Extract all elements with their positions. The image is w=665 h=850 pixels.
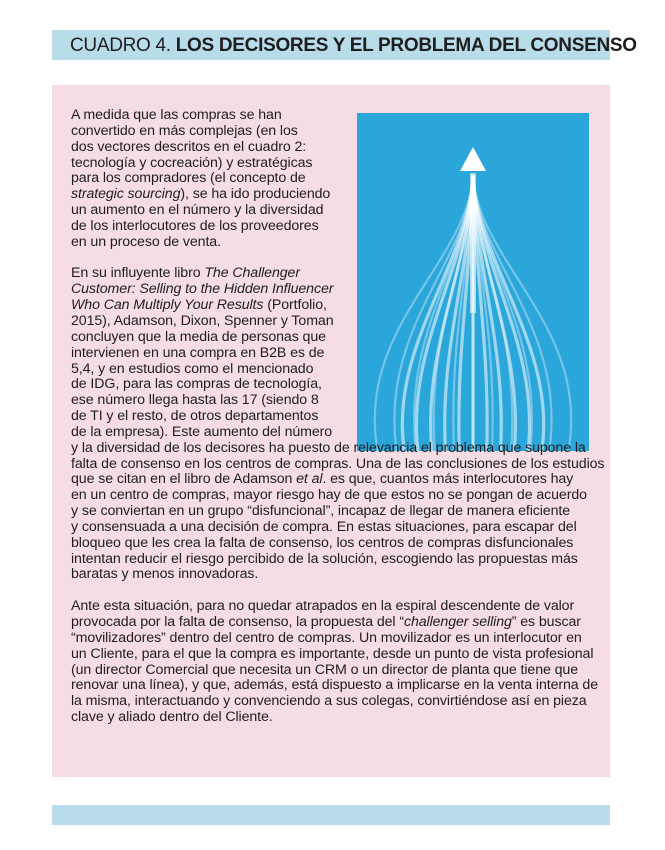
text-line: A medida que las compras se han bbox=[71, 107, 282, 123]
text-line: intervienen en una compra en B2B es de bbox=[71, 344, 325, 361]
paragraph-2 bbox=[71, 265, 605, 583]
text-line: dos vectores descritos en el cuadro 2: bbox=[71, 138, 307, 155]
paragraph-3 bbox=[71, 598, 599, 726]
text-line: bloqueo que les crea la falta de consenso, los centros de compras disfuncionales bbox=[71, 534, 574, 551]
text-line: Who Can Multiply Your Results (Portfolio, bbox=[71, 297, 327, 314]
text-line: intentan reducir el riesgo percibido de la solución, escogiendo las propuestas más bbox=[71, 550, 578, 567]
body-text bbox=[71, 107, 605, 726]
text-line: clave y aliado dentro del Cliente. bbox=[71, 709, 273, 726]
text-line: en un proceso de venta. bbox=[71, 233, 221, 250]
text-line: Ante esta situación, para no quedar atrapados en la espiral descendente de valor bbox=[71, 598, 575, 615]
text-line: strategic sourcing), se ha ido produciendo bbox=[71, 186, 331, 203]
text-line: En su influyente libro The Challenger bbox=[71, 265, 300, 282]
box-heading: LOS DECISORES Y EL PROBLEMA DEL CONSENSO bbox=[175, 35, 637, 56]
text-line: que se citan en el libro de Adamson et al. es que, cuantos más interlocutores hay bbox=[71, 471, 574, 488]
text-line: en un centro de compras, mayor riesgo hay de que estos no se pongan de acuerdo bbox=[71, 487, 587, 504]
text-line: ese número llega hasta las 17 (siendo 8 bbox=[71, 392, 319, 409]
box-label: CUADRO 4. bbox=[70, 35, 171, 56]
footer-bar bbox=[52, 805, 610, 825]
text-line: para los compradores (el concepto de bbox=[71, 170, 306, 187]
text-line: la misma, interactuando y convenciendo a sus colegas, convirtiéndose así en pieza bbox=[71, 693, 587, 710]
text-line: 5,4, y en estudios como el mencionado bbox=[71, 360, 314, 377]
text-line: baratas y menos innovadoras. bbox=[71, 566, 259, 583]
text-line: de IDG, para las compras de tecnología, bbox=[71, 376, 322, 393]
text-line: de la empresa). Este aumento del número bbox=[71, 423, 333, 440]
text-line: de TI y el resto, de otros departamentos bbox=[71, 408, 319, 425]
text-line: 2015), Adamson, Dixon, Spenner y Toman bbox=[71, 312, 334, 329]
text-line: un aumento en el número y la diversidad bbox=[71, 202, 324, 219]
text-line: convertido en más complejas (en los bbox=[71, 122, 298, 139]
text-line: un Cliente, para el que la compra es importante, desde un punto de vista profesional bbox=[71, 645, 594, 662]
text-line: tecnología y cocreación) y estratégicas bbox=[71, 154, 313, 171]
text-line: falta de consenso en los centros de compras. Una de las conclusiones de los estudios bbox=[71, 455, 605, 472]
text-line: de los interlocutores de los proveedores bbox=[71, 217, 319, 234]
text-line: y se conviertan en un grupo “disfuncional”, incapaz de llegar de manera eficiente bbox=[71, 503, 571, 520]
text-line: y la diversidad de los decisores ha puesto de relevancia el problema que supone la bbox=[71, 439, 586, 456]
text-line: (un director Comercial que necesita un CRM o un director de planta que tiene que bbox=[71, 661, 578, 678]
text-line: “movilizadores” dentro del centro de compras. Un movilizador es un interlocutor en bbox=[71, 629, 582, 646]
text-line: Customer: Selling to the Hidden Influencer bbox=[71, 281, 334, 298]
box-title bbox=[70, 34, 637, 58]
text-line: y consensuada a una decisión de compra. En estas situaciones, para escapar del bbox=[71, 518, 577, 535]
text-line: provocada por la falta de consenso, la propuesta del “challenger selling” es buscar bbox=[71, 614, 581, 630]
paragraph-1 bbox=[71, 108, 591, 251]
text-line: renovar una línea), y que, además, está dispuesto a implicarse en la venta interna de bbox=[71, 677, 599, 694]
text-line: concluyen que la media de personas que bbox=[71, 328, 326, 345]
